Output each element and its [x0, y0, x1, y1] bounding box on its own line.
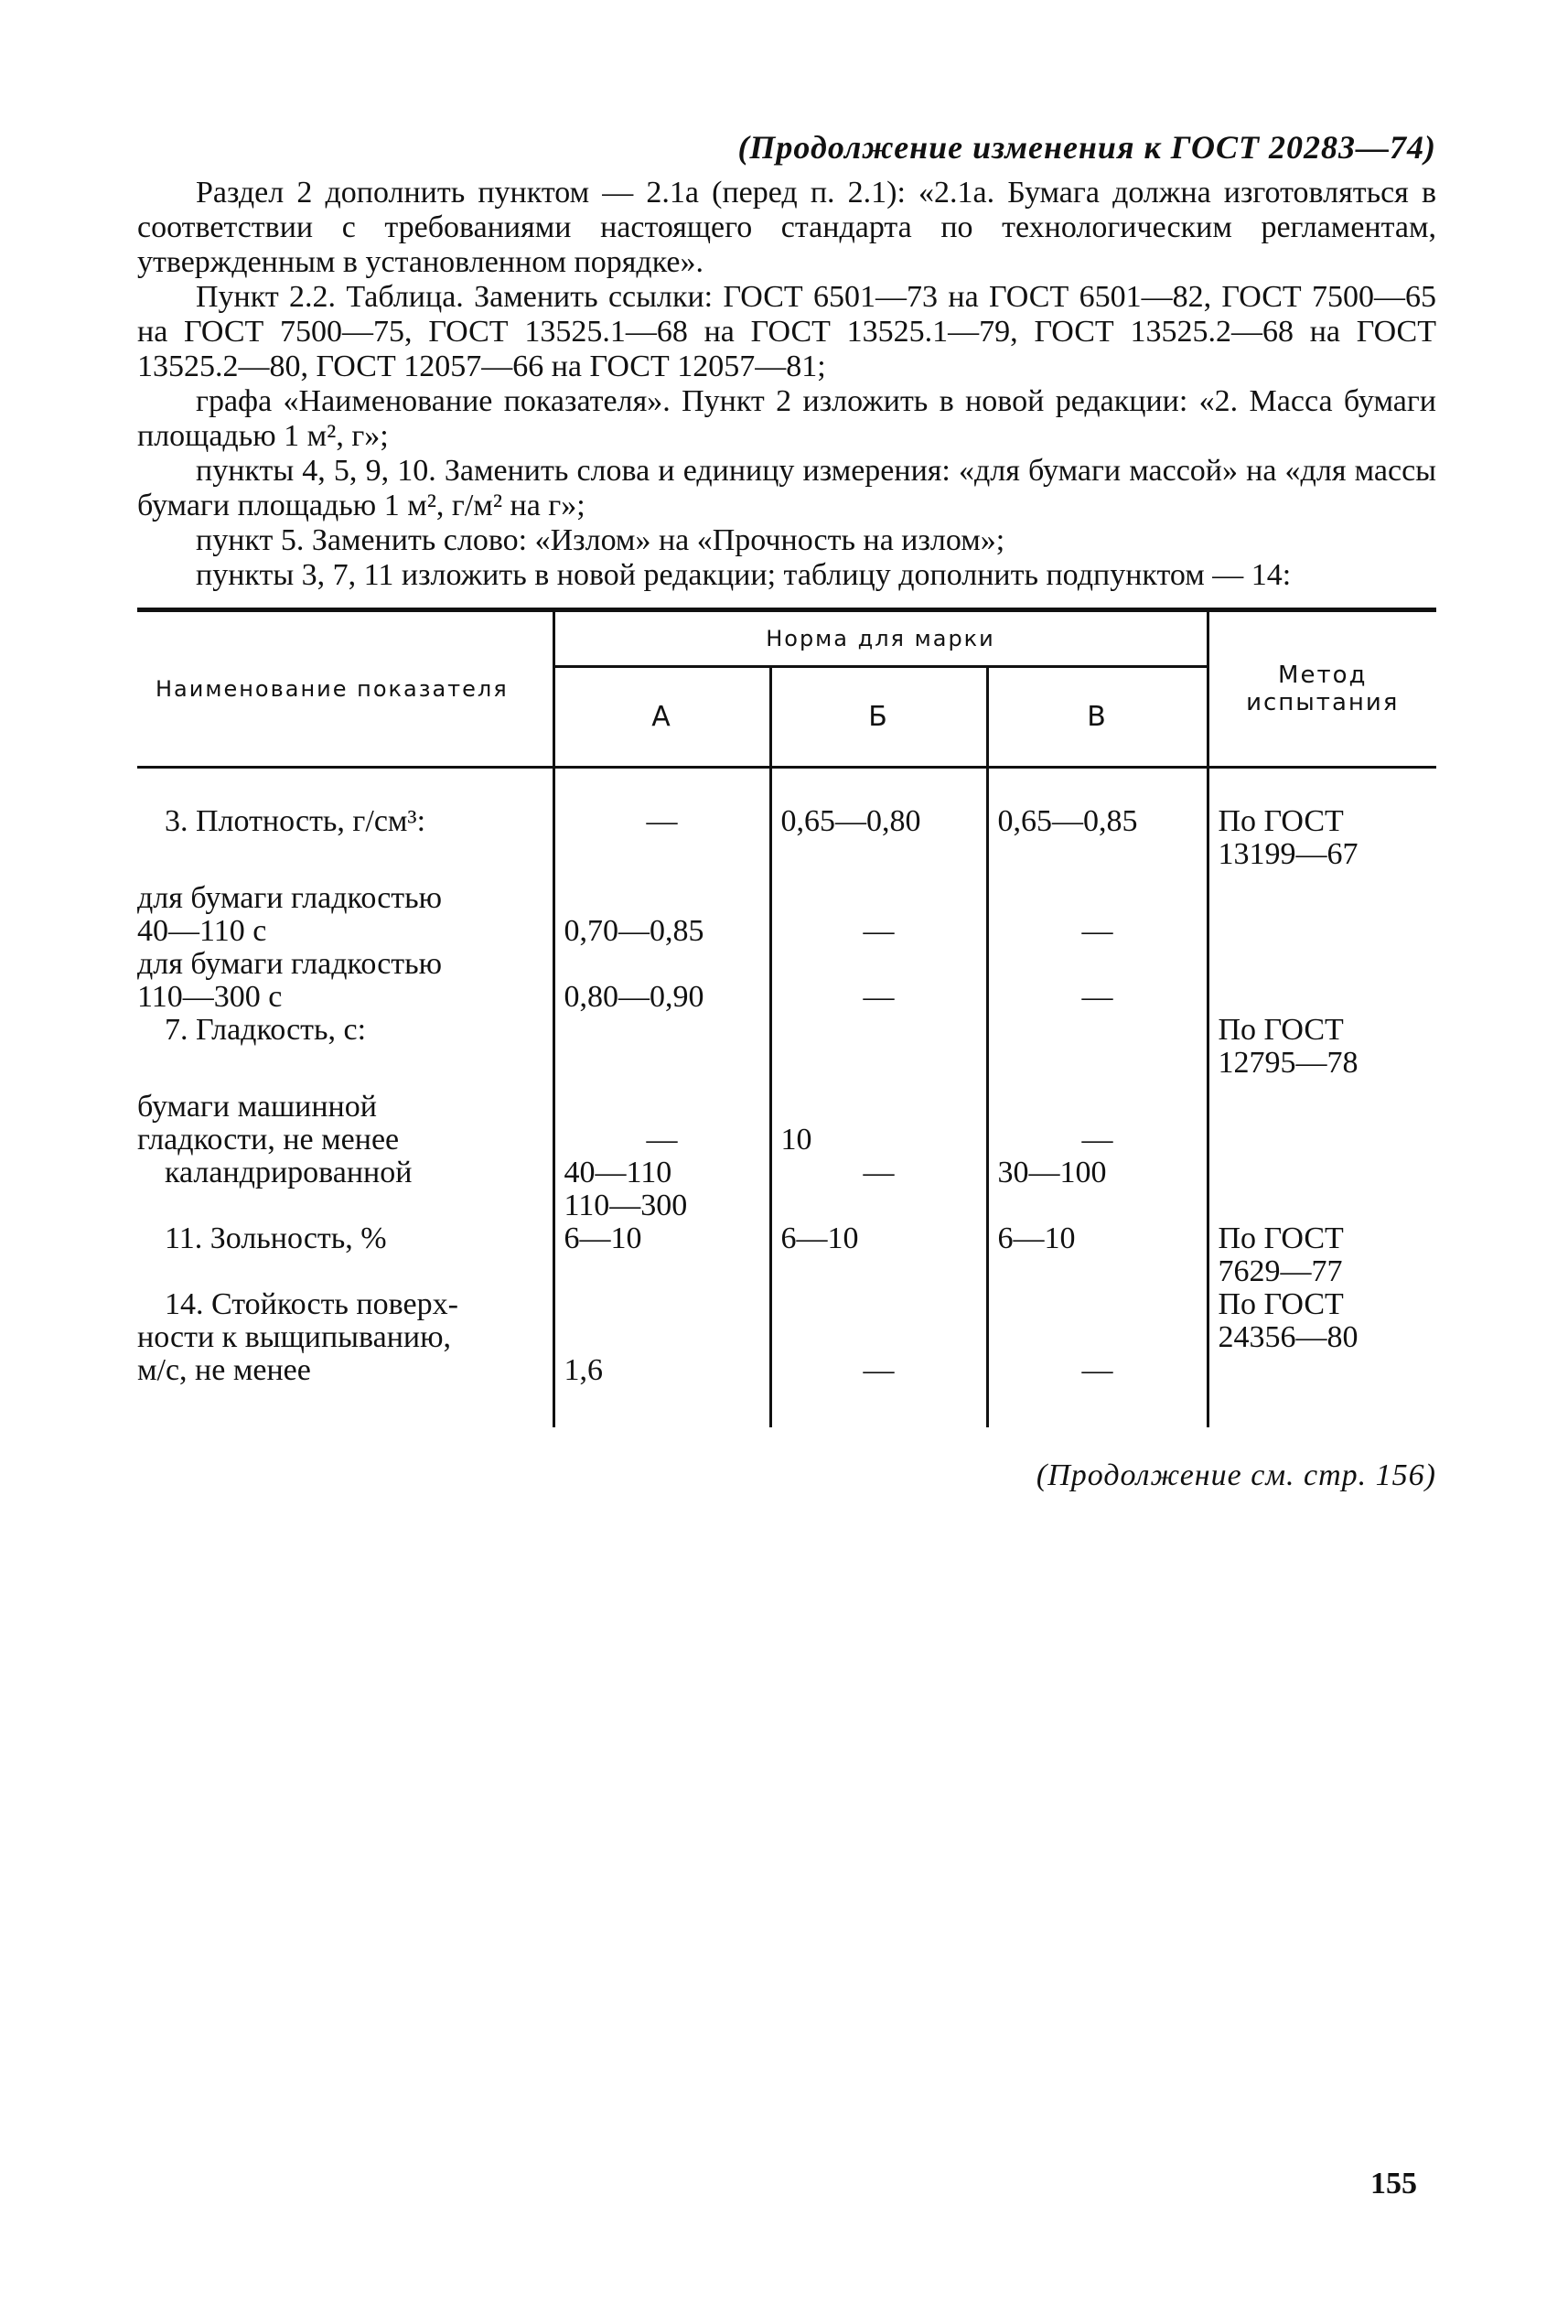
table-row: [137, 1288, 1436, 1387]
row-7b-grade-a-2: 110—300: [564, 1189, 688, 1222]
row-7b-name: каландрированной: [165, 1156, 413, 1189]
row-14-name-1: 14. Стойкость поверх-: [165, 1287, 458, 1321]
row-3-method-2: 13199—67: [1218, 837, 1359, 871]
row-11-grade-v: 6—10: [987, 1222, 1208, 1288]
continuation-note: (Продолжение см. стр. 156): [1036, 1458, 1436, 1492]
row-14-name-2: ности к выщипыванию,: [137, 1320, 452, 1354]
header-grade-v: В: [987, 667, 1208, 768]
row-7-method-1: По ГОСТ: [1218, 1013, 1344, 1047]
row-14-name-3: м/с, не менее: [137, 1353, 311, 1387]
row-3b-grade-a: 0,80—0,90: [553, 948, 770, 1014]
row-3b-name-2: 110—300 с: [137, 980, 283, 1014]
row-7a-grade-a: —: [646, 1123, 678, 1157]
paragraph-section-2: Раздел 2 дополнить пунктом — 2.1а (перед п. 2.1): «2.1а. Бумага должна изготовляться в соответствии с требованиями настоящего стандарта по технологическим регламентам, утвержденным в установленном порядке».: [137, 176, 1436, 279]
row-7b-grade-a-1: 40—110: [564, 1156, 672, 1189]
table-row: [137, 805, 1436, 871]
row-3a-name-2: 40—110 с: [137, 914, 267, 948]
row-3a-grade-v: —: [1081, 914, 1113, 948]
header-grade-a: А: [553, 667, 770, 768]
row-14-grade-b: —: [863, 1353, 895, 1387]
row-11-grade-a: 6—10: [553, 1222, 770, 1288]
row-14-method-2: 24356—80: [1218, 1320, 1359, 1354]
row-3b-name-1: для бумаги гладкостью: [137, 947, 443, 981]
page-header: (Продолжение изменения к ГОСТ 20283—74): [737, 129, 1436, 166]
row-3-name: 3. Плотность, г/см³:: [165, 804, 426, 838]
header-indicator-name: Наименование показателя: [137, 610, 553, 768]
table-row: [137, 1080, 1436, 1157]
row-7b-grade-b: —: [863, 1156, 895, 1189]
row-7-name: 7. Гладкость, с:: [165, 1013, 367, 1047]
row-3a-grade-b: —: [863, 914, 895, 948]
table-row: [137, 1157, 1436, 1222]
header-grade-b: Б: [770, 667, 987, 768]
table-row: [137, 871, 1436, 948]
document-page: [137, 128, 1436, 1493]
row-3-grade-a: —: [646, 804, 678, 838]
table-row: [137, 1014, 1436, 1080]
row-7a-name-2: гладкости, не менее: [137, 1123, 400, 1157]
paragraph-items-4-5-9-10: пункты 4, 5, 9, 10. Заменить слова и единицу измерения: «для бумаги массой» на «для массы бумаги площадью 1 м², г/м² на г»;: [137, 454, 1436, 522]
row-3a-name-1: для бумаги гладкостью: [137, 881, 443, 915]
row-7a-grade-b: 10: [770, 1080, 987, 1157]
row-7a-name-1: бумаги машинной: [137, 1090, 377, 1124]
row-14-grade-v: —: [1081, 1353, 1113, 1387]
row-3b-grade-v: —: [1081, 980, 1113, 1014]
row-14-grade-a: 1,6: [553, 1288, 770, 1387]
row-3-grade-b: 0,65—0,80: [770, 805, 987, 871]
row-11-method-2: 7629—77: [1218, 1254, 1343, 1288]
paragraph-item-2-2: Пункт 2.2. Таблица. Заменить ссылки: ГОСТ 6501—73 на ГОСТ 6501—82, ГОСТ 7500—65 на ГОСТ 7500—75, ГОСТ 13525.1—68 на ГОСТ 13525.1—79, ГОСТ 13525.2—68 на ГОСТ 13525.2—80, ГОСТ 12057—66 на ГОСТ 12057—81;: [137, 280, 1436, 383]
row-11-grade-b: 6—10: [770, 1222, 987, 1288]
row-3-grade-v: 0,65—0,85: [987, 805, 1208, 871]
paragraph-column-name: графа «Наименование показателя». Пункт 2 изложить в новой редакции: «2. Масса бумаги площадью 1 м², г»;: [137, 384, 1436, 453]
norms-table-wrap: [137, 608, 1436, 1427]
row-7a-grade-v: —: [1081, 1123, 1113, 1157]
row-3a-grade-a: 0,70—0,85: [553, 871, 770, 948]
paragraph-item-5: пункт 5. Заменить слово: «Излом» на «Прочность на излом»;: [196, 523, 1005, 557]
paragraph-items-3-7-11: пункты 3, 7, 11 изложить в новой редакции; таблицу дополнить подпунктом — 14:: [196, 558, 1292, 592]
row-14-method-1: По ГОСТ: [1218, 1287, 1344, 1321]
table-row: [137, 1222, 1436, 1288]
table-row: [137, 948, 1436, 1014]
row-7b-grade-v: 30—100: [987, 1157, 1208, 1222]
page-number: 155: [1370, 2167, 1417, 2200]
header-norm-group: Норма для марки: [553, 610, 1208, 667]
norms-table: [137, 608, 1436, 1427]
row-7-method-2: 12795—78: [1218, 1046, 1359, 1080]
row-11-method-1: По ГОСТ: [1218, 1221, 1344, 1255]
header-test-method: Метод испытания: [1208, 610, 1436, 768]
row-11-name: 11. Зольность, %: [165, 1221, 387, 1255]
row-3-method-1: По ГОСТ: [1218, 804, 1344, 838]
row-3b-grade-b: —: [863, 980, 895, 1014]
